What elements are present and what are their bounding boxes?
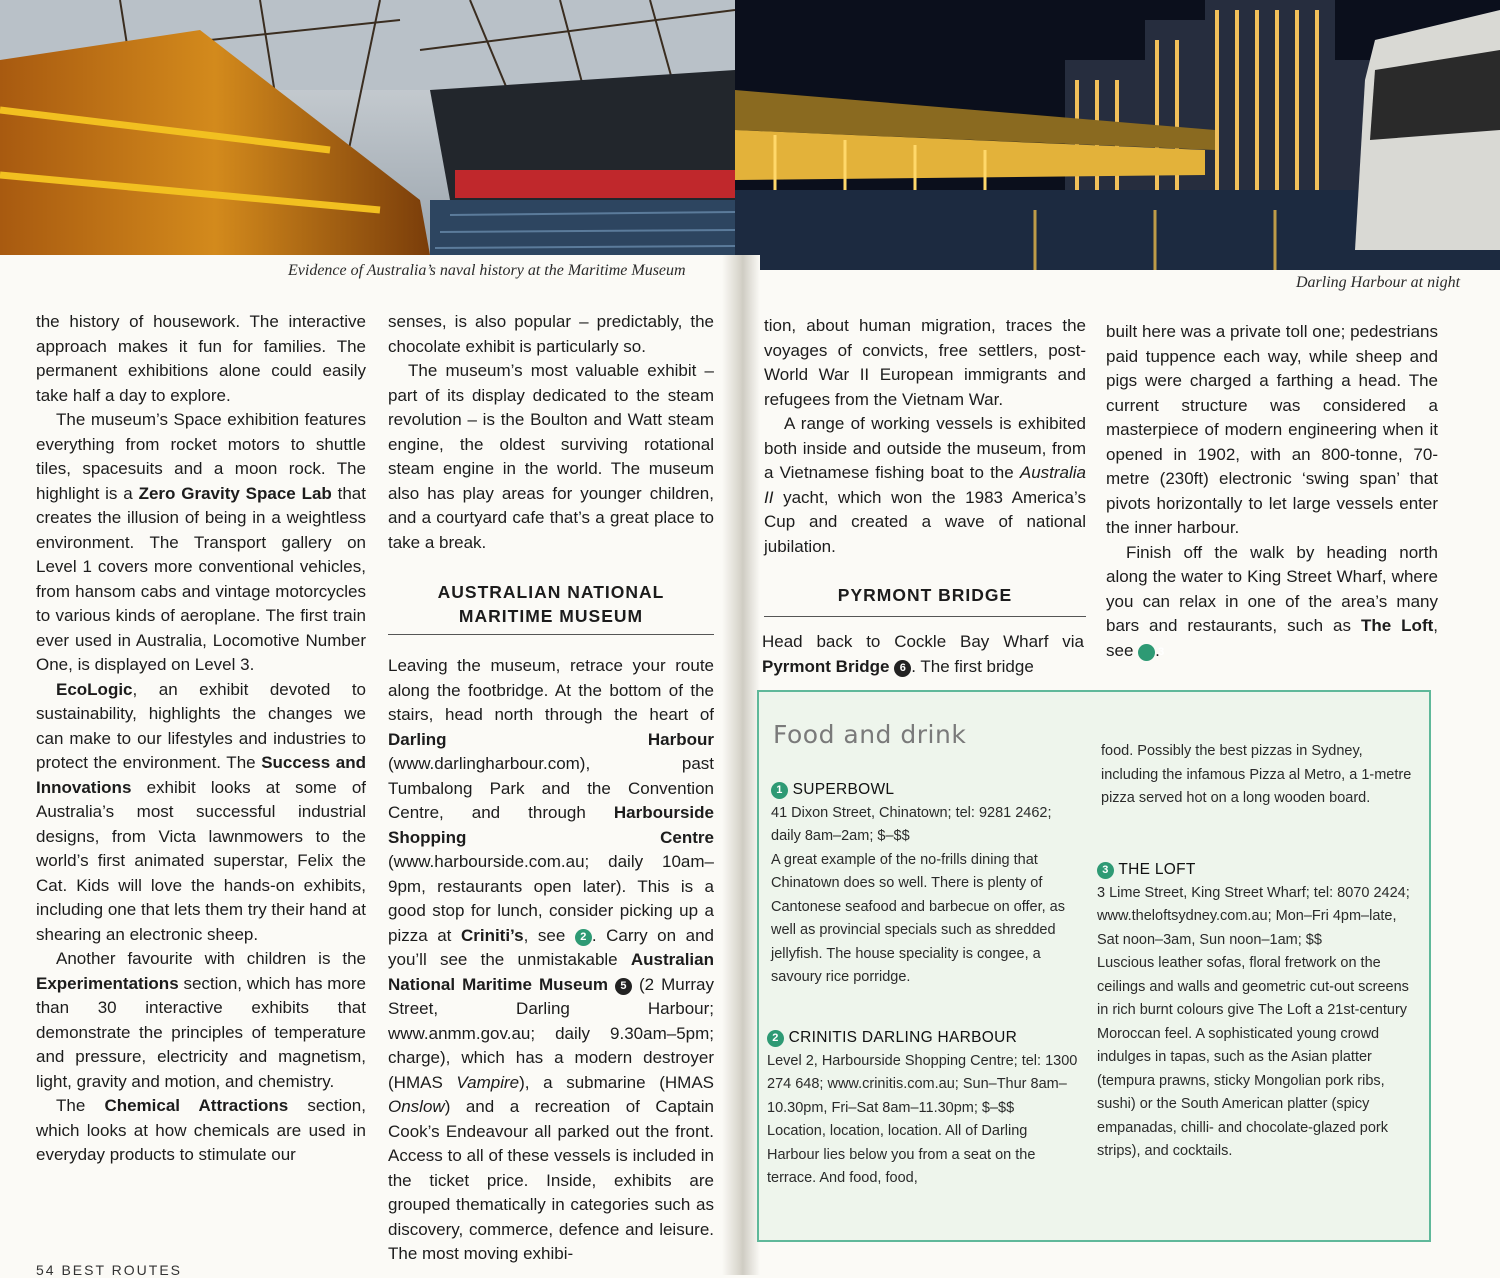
map-marker-icon: 1 [771,782,788,799]
paragraph: Leaving the museum, retrace your route along the footbridge. At the bottom of the stairs, head north through the heart of Darling Harbour (www.darlingharbour.com), past Tumbalong Park and the Convention Centre, and through Harbourside Shopping Centre (www.harbourside.com.au; daily 10am–9pm, restaurants open later). This is a good stop for lunch, consider picking up a pizza at Criniti’s, see 2 . Carry on and you’ll see the unmistakable Australian National Maritime Museum 5 (2 Murray Street, Darling Harbour; www.anmm.gov.au; daily 9.30am–5pm; charge), which has a modern destroyer (HMAS Vampire), a submarine (HMAS Onslow) and a recreation of Captain Cook’s Endeavour all parked out the front. Access to all of these vessels is included in the ticket price. Inside, exhibits are grouped thematically in categories such as discovery, commerce, defence and leisure. The most moving exhibi- [388,656,714,1263]
map-marker-icon: 3 [1097,862,1114,879]
highlight-success-innovations: Success and Innovations [36,753,366,797]
highlight-maritime-museum: Australian National Maritime Museum [388,950,714,994]
food-box-title: Food and drink [773,720,967,749]
paragraph: senses, is also popular – predictably, the chocolate exhibit is particularly so. [388,312,714,356]
highlight-the-loft: The Loft [1360,616,1434,635]
restaurant-description: food. Possibly the best pizzas in Sydney, including the infamous Pizza al Metro, a 1-metre pizza served hot on a long wooden board. [1101,743,1412,806]
restaurant-entry-the-loft [1097,858,1417,1164]
highlight-pyrmont-bridge: Pyrmont Bridge [762,656,890,676]
heading-rule [388,634,714,635]
paragraph: built here was a private toll one; pedestrians paid tuppence each way, while sheep and pigs were charged a farthing a head. The current structure was considered a masterpiece of modern engineering when it opened in 1902, with an 800-tonne, 70-metre (230ft) electronic ‘swing span’ that pivots horizontally to let large vessels enter the inner harbour. [1106,322,1438,537]
map-marker-icon: 6 [894,660,911,677]
page-footer: 54 BEST ROUTES [36,1262,183,1278]
column-2-top [388,310,714,555]
highlight-crinitis: Criniti’s [460,925,524,945]
map-marker-icon: 2 [767,1030,784,1047]
column-3-bottom [762,630,1084,679]
column-3-top [764,314,1086,559]
restaurant-description: Luscious leather sofas, floral fretwork on the ceilings and walls and geometric cut-out screens in rich burnt colours give The Loft a 21st-century Moroccan feel. A sophisticated young crowd indulges in tapas, such as the Asian platter (tempura prawns, sticky Mongolian pork ribs, sushi) or the South American platter (spicy empanadas, chilli- and chocolate-glazed pork strips), and cocktails. [1097,955,1409,1159]
highlight-darling-harbour: Darling Harbour [388,729,714,749]
paragraph: The museum’s Space exhibition features everything from rocket motors to shuttle tiles, spacesuits and a moon rock. The highlight is a Zero Gravity Space Lab that creates the illusion of being in a weightless environment. The Transport gallery on Level 1 covers more conventional vehicles, from hansom cabs and vintage motorcycles to various kinds of aeroplane. The first train ever used in Australia, Locomotive Number One, is displayed on Level 3. [36,410,366,674]
heading-rule [764,616,1086,617]
highlight-chemical-attractions: Chemical Attractions [104,1096,289,1115]
paragraph: tion, about human migration, traces the voyages of convicts, free settlers, post-World War II European immigrants and refugees from the Vietnam War. [764,316,1086,409]
restaurant-entry-superbowl [771,778,1081,990]
column-1 [36,310,366,1168]
highlight-zero-gravity: Zero Gravity Space Lab [138,483,332,503]
paragraph: The Chemical Attractions section, which looks at how chemicals are used in everyday products to stimulate our [36,1096,366,1164]
map-marker-icon: 5 [615,978,632,995]
left-photo-caption: Evidence of Australia’s naval history at the Maritime Museum [288,262,686,279]
restaurant-address: 3 Lime Street, King Street Wharf; tel: 8070 2424; www.theloftsydney.com.au; Mon–Fri 4pm–late, Sat noon–3am, Sun noon–1am; $$ [1097,884,1410,948]
paragraph: Head back to Cockle Bay Wharf via Pyrmont Bridge 6 . The first bridge [762,632,1084,676]
restaurant-entry-crinitis-cont [1101,740,1417,811]
highlight-experimentations: Experimentations [36,973,179,993]
maritime-museum-photo [0,0,735,255]
column-2-bottom [388,654,714,1267]
restaurant-name: 3 THE LOFT [1097,858,1417,882]
section-heading-maritime-museum: AUSTRALIAN NATIONAL MARITIME MUSEUM [437,582,665,626]
food-and-drink-box [757,690,1431,1242]
restaurant-address: Level 2, Harbourside Shopping Centre; tel: 1300 274 648; www.crinitis.com.au; Sun–Thur 8am–10.30pm, Fri–Sat 8am–11.30pm; $–$$ [767,1052,1078,1116]
restaurant-description: A great example of the no-frills dining that Chinatown does so well. There is plenty of Cantonese seafood and barbecue on offer, as well as provincial specials such as shredded jellyfish. The house speciality is congee, a savoury rice porridge. [771,851,1065,985]
highlight-harbourside: Harbourside Shopping Centre [388,803,714,847]
paragraph: The museum’s most valuable exhibit – part of its display dedicated to the steam revolution – is the Boulton and Watt steam engine, the oldest surviving rotational steam engine in the world. The museum also has play areas for younger children, and a courtyard cafe that’s a great place to take a break. [388,361,714,552]
map-marker-icon: 2 [575,929,592,946]
highlight-ecologic: EcoLogic [56,679,133,699]
paragraph: Finish off the walk by heading north along the water to King Street Wharf, where you can relax in one of the area’s many bars and restaurants, such as The Loft, see 3. [1106,542,1438,660]
restaurant-entry-crinitis [767,1026,1079,1191]
paragraph: the history of housework. The interactive approach makes it fun for families. The permanent exhibitions alone could easily take half a day to explore. [36,312,366,405]
restaurant-name: 2 CRINITIS DARLING HARBOUR [767,1026,1079,1050]
restaurant-address: 41 Dixon Street, Chinatown; tel: 9281 2462; daily 8am–2am; $–$$ [771,804,1052,844]
darling-harbour-photo [735,0,1500,270]
restaurant-description: Location, location, location. All of Darling Harbour lies below you from a seat on the terrace. And food, food, [767,1123,1036,1186]
section-heading-pyrmont-bridge: PYRMONT BRIDGE [837,585,1013,605]
paragraph: EcoLogic, an exhibit devoted to sustainability, highlights the changes we can make to our lifestyles and industries to protect the environment. The Success and Innovations exhibit looks at some of Australia’s most successful industrial designs, from Victa lawnmowers to the world’s first animated superstar, Felix the Cat. Kids will love the hands-on exhibits, including one that lets them try their hand at shearing an electronic sheep. [36,679,366,944]
column-4 [1106,320,1438,663]
right-photo-caption: Darling Harbour at night [1296,274,1461,291]
paragraph: Another favourite with children is the Experimentations section, which has more than 30 interactive exhibits that demonstrate the principles of temperature and pressure, electricity and magnetism, light, gravity and motion, and chemistry. [36,949,366,1091]
paragraph: A range of working vessels is exhibited both inside and outside the museum, from a Vietnamese fishing boat to the Australia II yacht, which won the 1983 America’s Cup and created a wave of national jubilation. [764,414,1086,556]
page-gutter [722,255,760,1275]
restaurant-name: 1 SUPERBOWL [771,778,1081,802]
map-marker-icon: 3 [1138,644,1155,661]
